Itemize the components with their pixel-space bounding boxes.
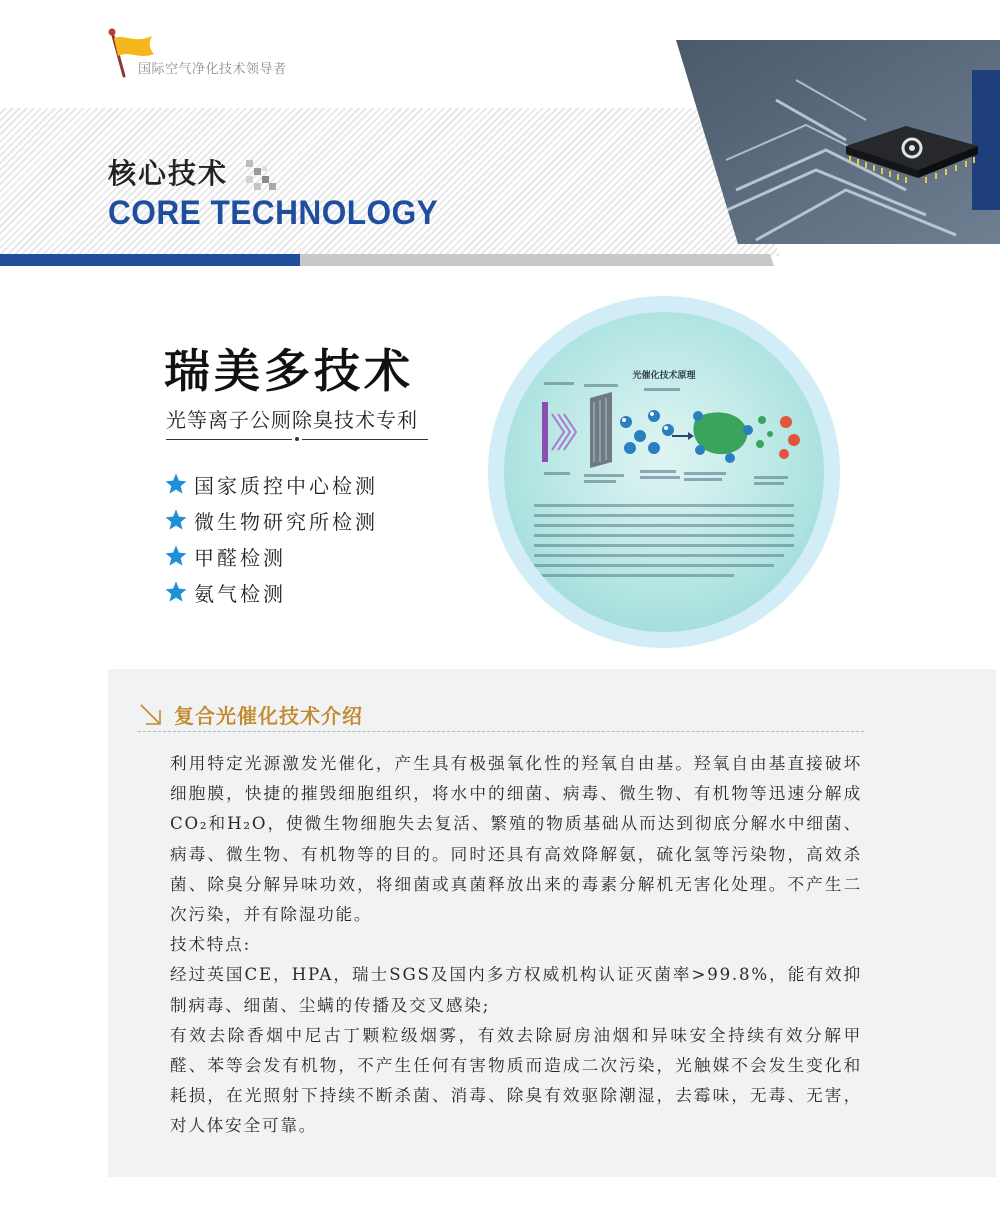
subtitle-divider xyxy=(166,436,428,444)
brand-logo xyxy=(104,28,304,80)
feature-label: 甲醛检测 xyxy=(194,545,286,570)
feature-list xyxy=(164,466,378,610)
feature-item xyxy=(164,574,378,610)
diagram-illustration xyxy=(504,312,824,632)
product-title: 瑞美多技术 xyxy=(164,344,414,398)
intro-paragraph: 有效去除香烟中尼古丁颗粒级烟雾，有效去除厨房油烟和异味安全持续有效分解甲醛、苯等会发有机物，不产生任何有害物质而造成二次污染，光触媒不会发生变化和耗损，在光照射下持续不断杀菌、消毒、除臭有效驱除潮湿，去霉味，无毒、无害，对人体安全可靠。 xyxy=(170,1025,862,1136)
intro-paragraph: 技术特点: xyxy=(170,935,251,955)
feature-item xyxy=(164,538,378,574)
arrow-corner-icon xyxy=(138,702,164,728)
header-blue-bar xyxy=(0,254,300,266)
diagram-title: 光催化技术原理 xyxy=(632,371,696,381)
section-title-en: CORE TECHNOLOGY xyxy=(108,194,439,232)
star-icon xyxy=(164,472,188,496)
section-title-cn: 核心技术 xyxy=(108,157,229,190)
star-icon xyxy=(164,508,188,532)
header-grey-bar xyxy=(300,254,774,266)
intro-heading: 复合光催化技术介绍 xyxy=(174,704,363,728)
star-icon xyxy=(164,544,188,568)
company-slogan: 国际空气净化技术领导者 xyxy=(138,62,287,77)
intro-body xyxy=(170,749,862,1142)
feature-item xyxy=(164,466,378,502)
feature-label: 氨气检测 xyxy=(194,581,286,606)
feature-label: 国家质控中心检测 xyxy=(194,473,378,498)
feature-label: 微生物研究所检测 xyxy=(194,509,378,534)
intro-divider xyxy=(138,731,864,732)
product-subtitle: 光等离子公厕除臭技术专利 xyxy=(166,408,418,432)
photocatalysis-diagram xyxy=(504,312,824,632)
intro-paragraph: 利用特定光源激发光催化，产生具有极强氧化性的羟氧自由基。羟氧自由基直接破坏细胞膜，快捷的摧毁细胞组织，将水中的细菌、病毒、微生物、有机物等迅速分解成CO₂和H₂O，使微生物细胞失去复活、繁殖的物质基础从而达到彻底分解水中细菌、病毒、微生物、有机物等的目的。同时还具有高效降解氨，硫化氢等污染物，高效杀菌、除臭分解异味功效，将细菌或真菌释放出来的毒素分解机无害化处理。不产生二次污染，并有除湿功能。 xyxy=(170,754,862,925)
intro-paragraph: 经过英国CE，HPA，瑞士SGS及国内多方权威机构认证灭菌率>99.8%，能有效抑制病毒、细菌、尘螨的传播及交叉感染; xyxy=(170,965,862,1015)
feature-item xyxy=(164,502,378,538)
star-icon xyxy=(164,580,188,604)
mosaic-icon xyxy=(246,160,276,190)
